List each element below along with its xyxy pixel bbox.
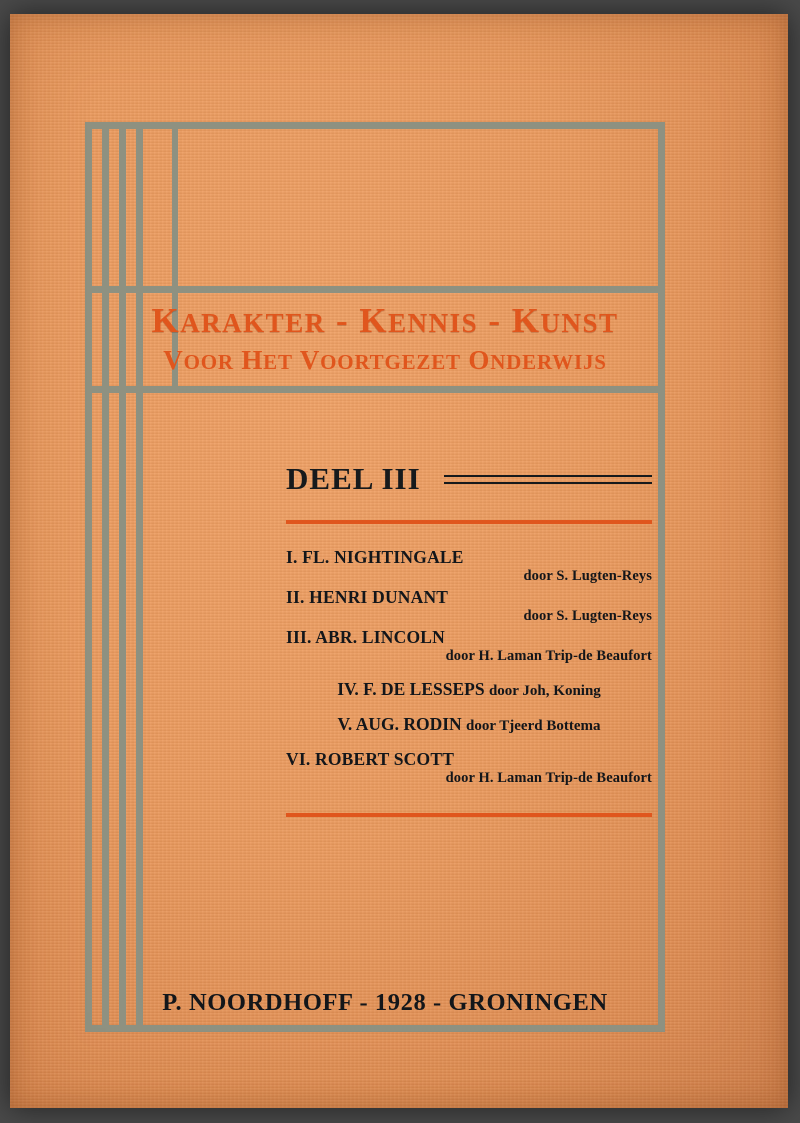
list-item — [286, 749, 652, 787]
list-item — [286, 714, 652, 735]
page-subtitle: VOOR HET VOORTGEZET ONDERWIJS — [163, 344, 607, 375]
contents-entry-title: V. AUG. RODIN — [337, 714, 462, 734]
contents-entry-title: II. HENRI DUNANT — [286, 587, 449, 607]
volume-decorative-rules — [444, 475, 652, 489]
frame-vertical-rule-1 — [85, 122, 92, 1032]
contents-top-rule — [286, 520, 652, 524]
contents-entry-title: VI. ROBERT SCOTT — [286, 749, 455, 769]
contents-block — [286, 520, 652, 817]
contents-entry-author: door Joh, Koning — [488, 683, 601, 699]
publisher-imprint: P. NOORDHOFF - 1928 - GRONINGEN — [162, 989, 608, 1016]
volume-rule-2 — [444, 482, 652, 484]
volume-row — [286, 461, 652, 505]
frame-top-rule-outer — [85, 122, 665, 129]
list-item — [286, 547, 652, 585]
book-cover — [10, 14, 788, 1108]
contents-entry-inline — [286, 679, 652, 700]
contents-entry-author: door S. Lugten-Reys — [523, 608, 652, 624]
frame-right-rule-outer — [658, 122, 665, 1032]
frame-title-band-top-rule — [85, 286, 665, 293]
volume-label: DEEL III — [286, 461, 421, 496]
title-block — [96, 303, 674, 376]
contents-entry-title: III. ABR. LINCOLN — [286, 627, 445, 647]
contents-list — [286, 547, 652, 787]
list-item — [286, 679, 652, 700]
contents-entry-title: IV. F. DE LESSEPS — [337, 679, 485, 699]
list-item — [286, 627, 652, 665]
contents-entry-author: door Tjeerd Bottema — [466, 718, 601, 734]
frame-title-band-bottom-rule — [85, 386, 665, 393]
frame-vertical-rule-3 — [119, 122, 126, 1032]
frame-vertical-rule-2 — [102, 122, 109, 1032]
frame-vertical-rule-4 — [136, 122, 143, 1032]
contents-bottom-rule — [286, 813, 652, 817]
contents-bottom-rule-wrap — [286, 813, 652, 817]
page-title: KARAKTER - KENNIS - KUNST — [151, 301, 619, 340]
contents-entry-title: I. FL. NIGHTINGALE — [286, 547, 464, 567]
frame-bottom-rule-outer — [85, 1025, 665, 1032]
contents-entry-inline — [286, 714, 652, 735]
volume-rule-1 — [444, 475, 652, 477]
list-item — [286, 587, 652, 625]
contents-entry-author: door S. Lugten-Reys — [523, 568, 652, 584]
contents-entry-author: door H. Laman Trip-de Beaufort — [445, 648, 652, 664]
contents-entry-author: door H. Laman Trip-de Beaufort — [445, 770, 652, 786]
